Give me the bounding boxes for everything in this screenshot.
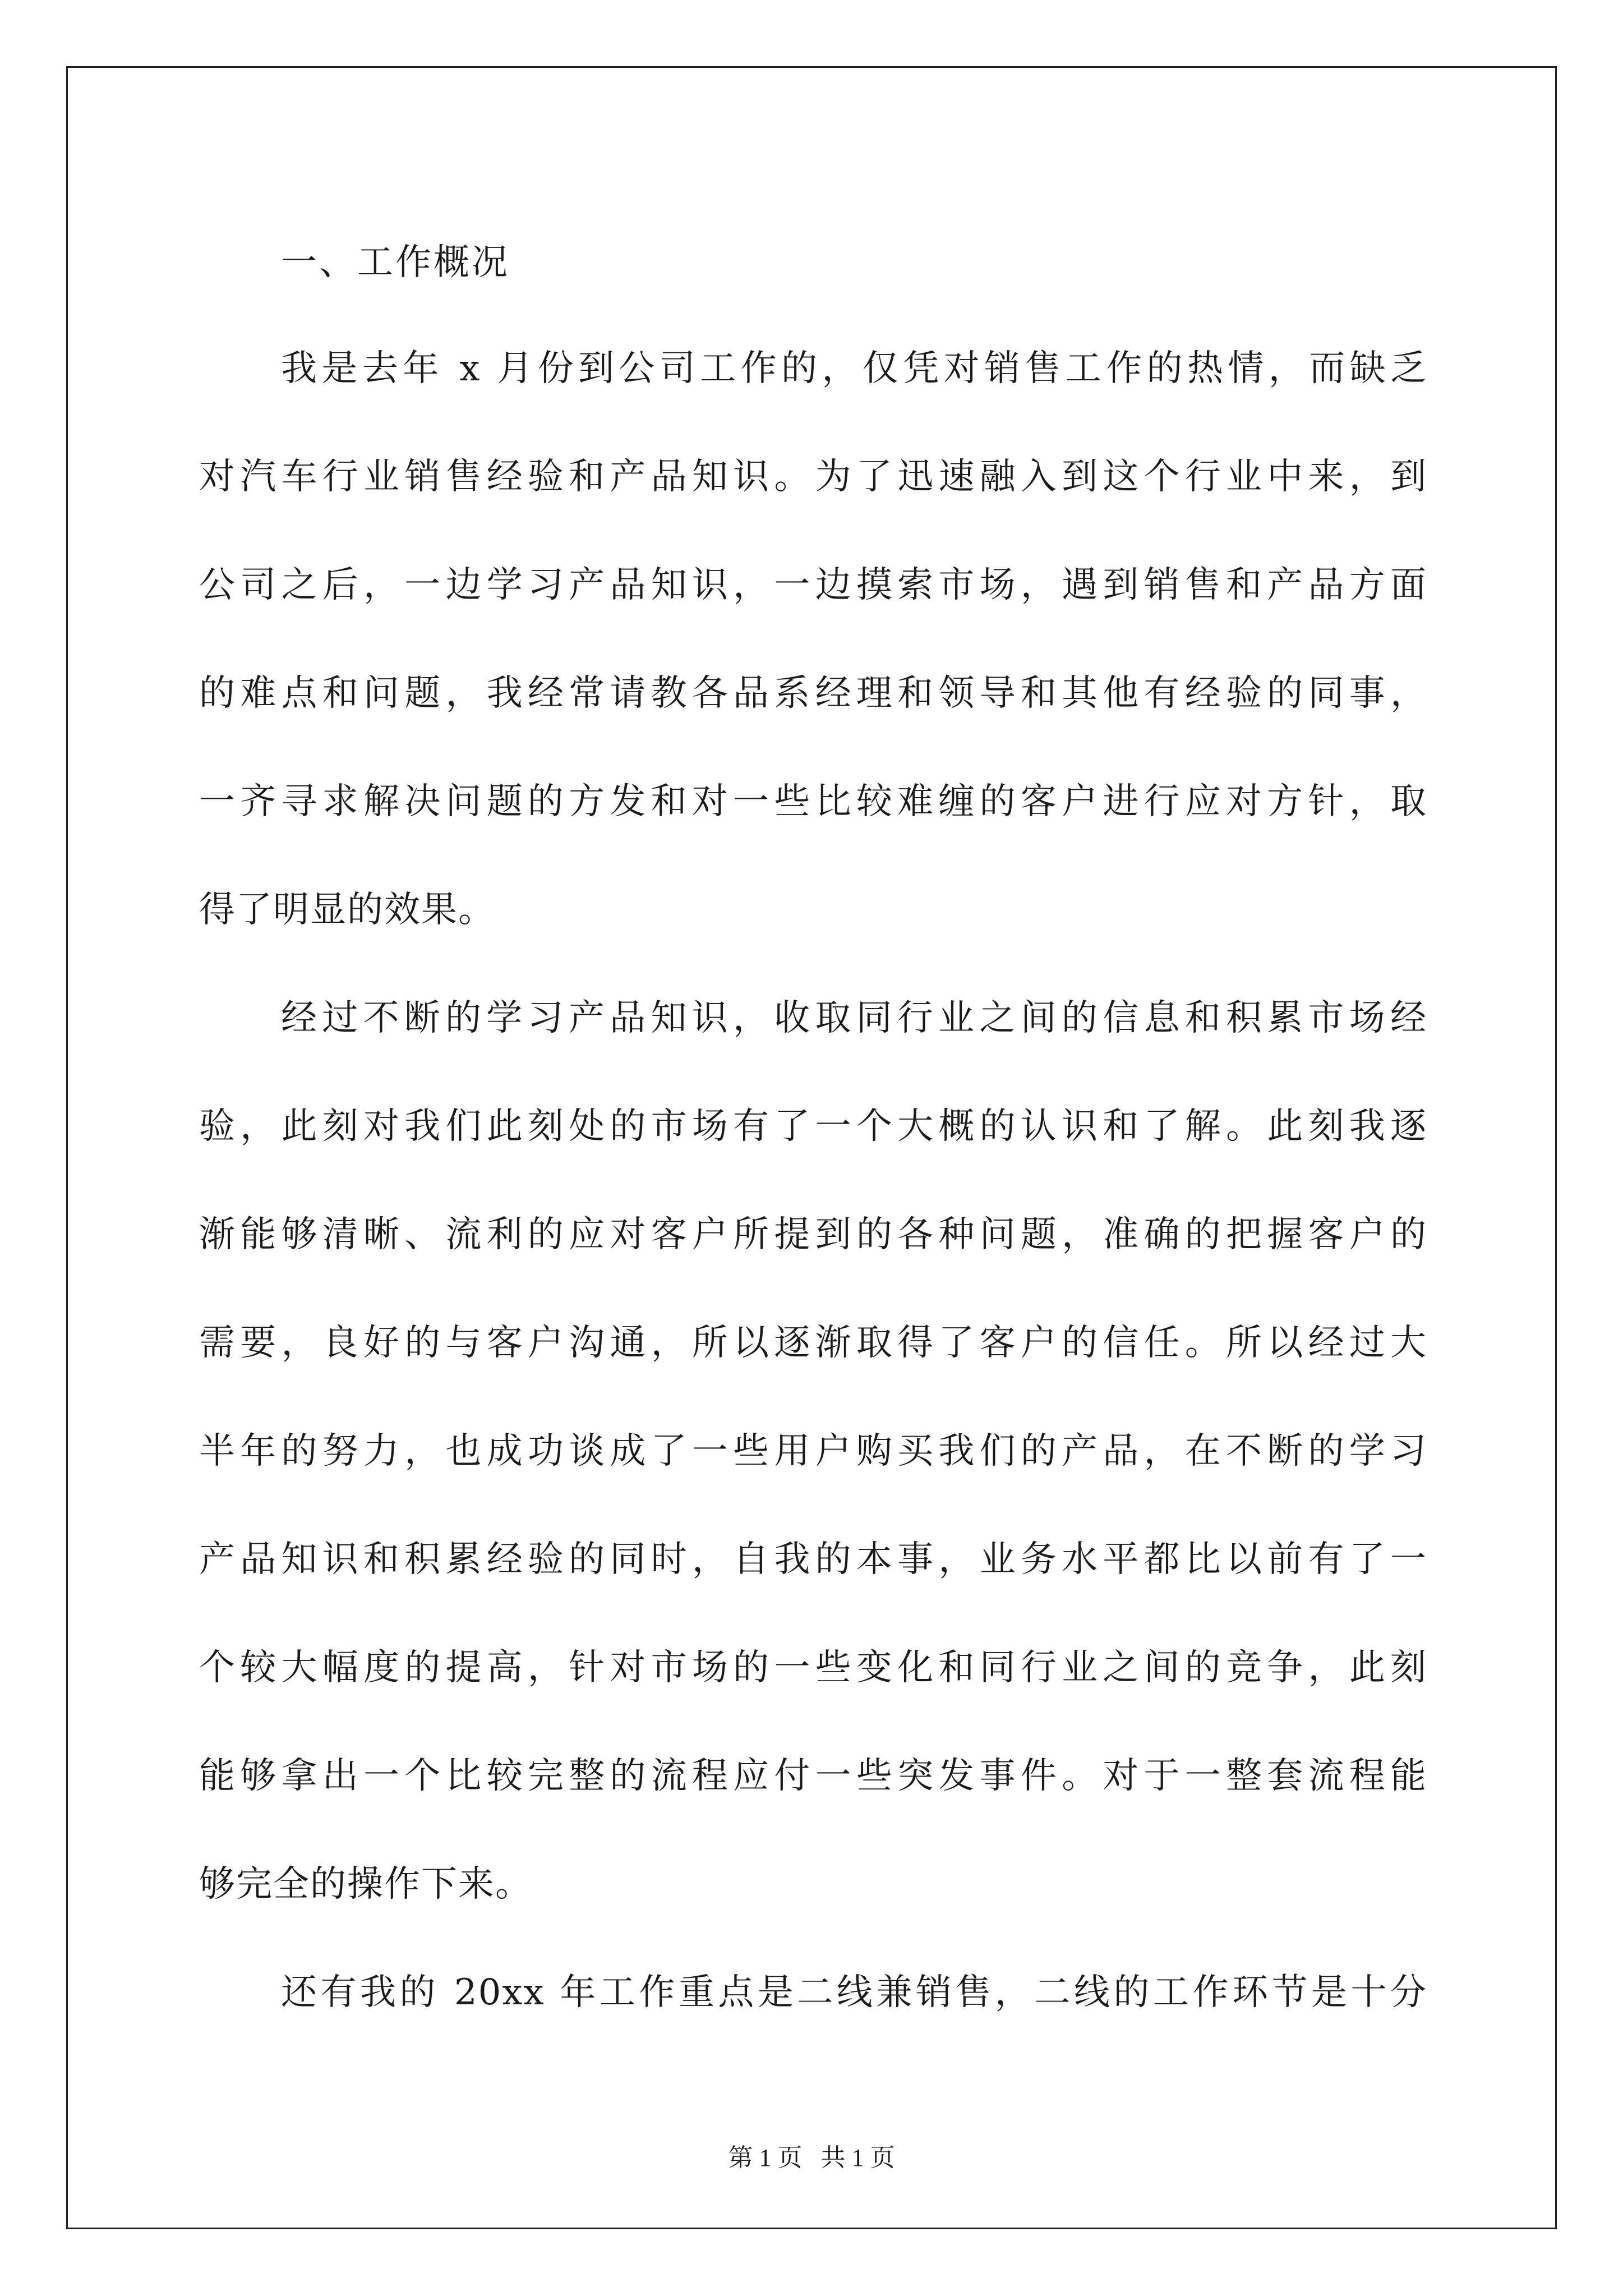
paragraph-2-line-8: 能够拿出一个比较完整的流程应付一些突发事件。对于一整套流程能 xyxy=(199,1755,1427,1797)
paragraph-1-line-6: 得了明显的效果。 xyxy=(199,889,495,931)
paragraph-2-line-5: 半年的努力，也成功谈成了一些用户购买我们的产品，在不断的学习 xyxy=(199,1430,1427,1472)
paragraph-1-line-1: 我是去年 x 月份到公司工作的，仅凭对销售工作的热情，而缺乏 xyxy=(281,348,1427,389)
document-body xyxy=(199,210,1427,2047)
paragraph-2-line-4: 需要，良好的与客户沟通，所以逐渐取得了客户的信任。所以经过大 xyxy=(199,1322,1427,1364)
section-heading: 一、工作概况 xyxy=(281,242,510,283)
paragraph-2-line-7: 个较大幅度的提高，针对市场的一些变化和同行业之间的竞争，此刻 xyxy=(199,1647,1427,1688)
paragraph-2-line-3: 渐能够清晰、流利的应对客户所提到的各种问题，准确的把握客户的 xyxy=(199,1214,1427,1255)
paragraph-1-line-2: 对汽车行业销售经验和产品知识。为了迅速融入到这个行业中来，到 xyxy=(199,456,1427,498)
paragraph-1-line-3: 公司之后，一边学习产品知识，一边摸索市场，遇到销售和产品方面 xyxy=(199,564,1427,606)
paragraph-1-line-5: 一齐寻求解决问题的方发和对一些比较难缠的客户进行应对方针，取 xyxy=(199,781,1427,822)
paragraph-2-line-9: 够完全的操作下来。 xyxy=(199,1864,532,1905)
paragraph-2-line-1: 经过不断的学习产品知识，收取同行业之间的信息和积累市场经 xyxy=(281,997,1427,1039)
page-number-footer: 第 1 页 共 1 页 xyxy=(728,2144,895,2171)
paragraph-2-line-6: 产品知识和积累经验的同时，自我的本事，业务水平都比以前有了一 xyxy=(199,1539,1427,1580)
paragraph-1-line-4: 的难点和问题，我经常请教各品系经理和领导和其他有经验的同事， xyxy=(199,673,1427,714)
paragraph-3-line-1: 还有我的 20xx 年工作重点是二线兼销售，二线的工作环节是十分 xyxy=(281,1972,1427,2013)
paragraph-2-line-2: 验，此刻对我们此刻处的市场有了一个大概的认识和了解。此刻我逐 xyxy=(199,1106,1427,1147)
